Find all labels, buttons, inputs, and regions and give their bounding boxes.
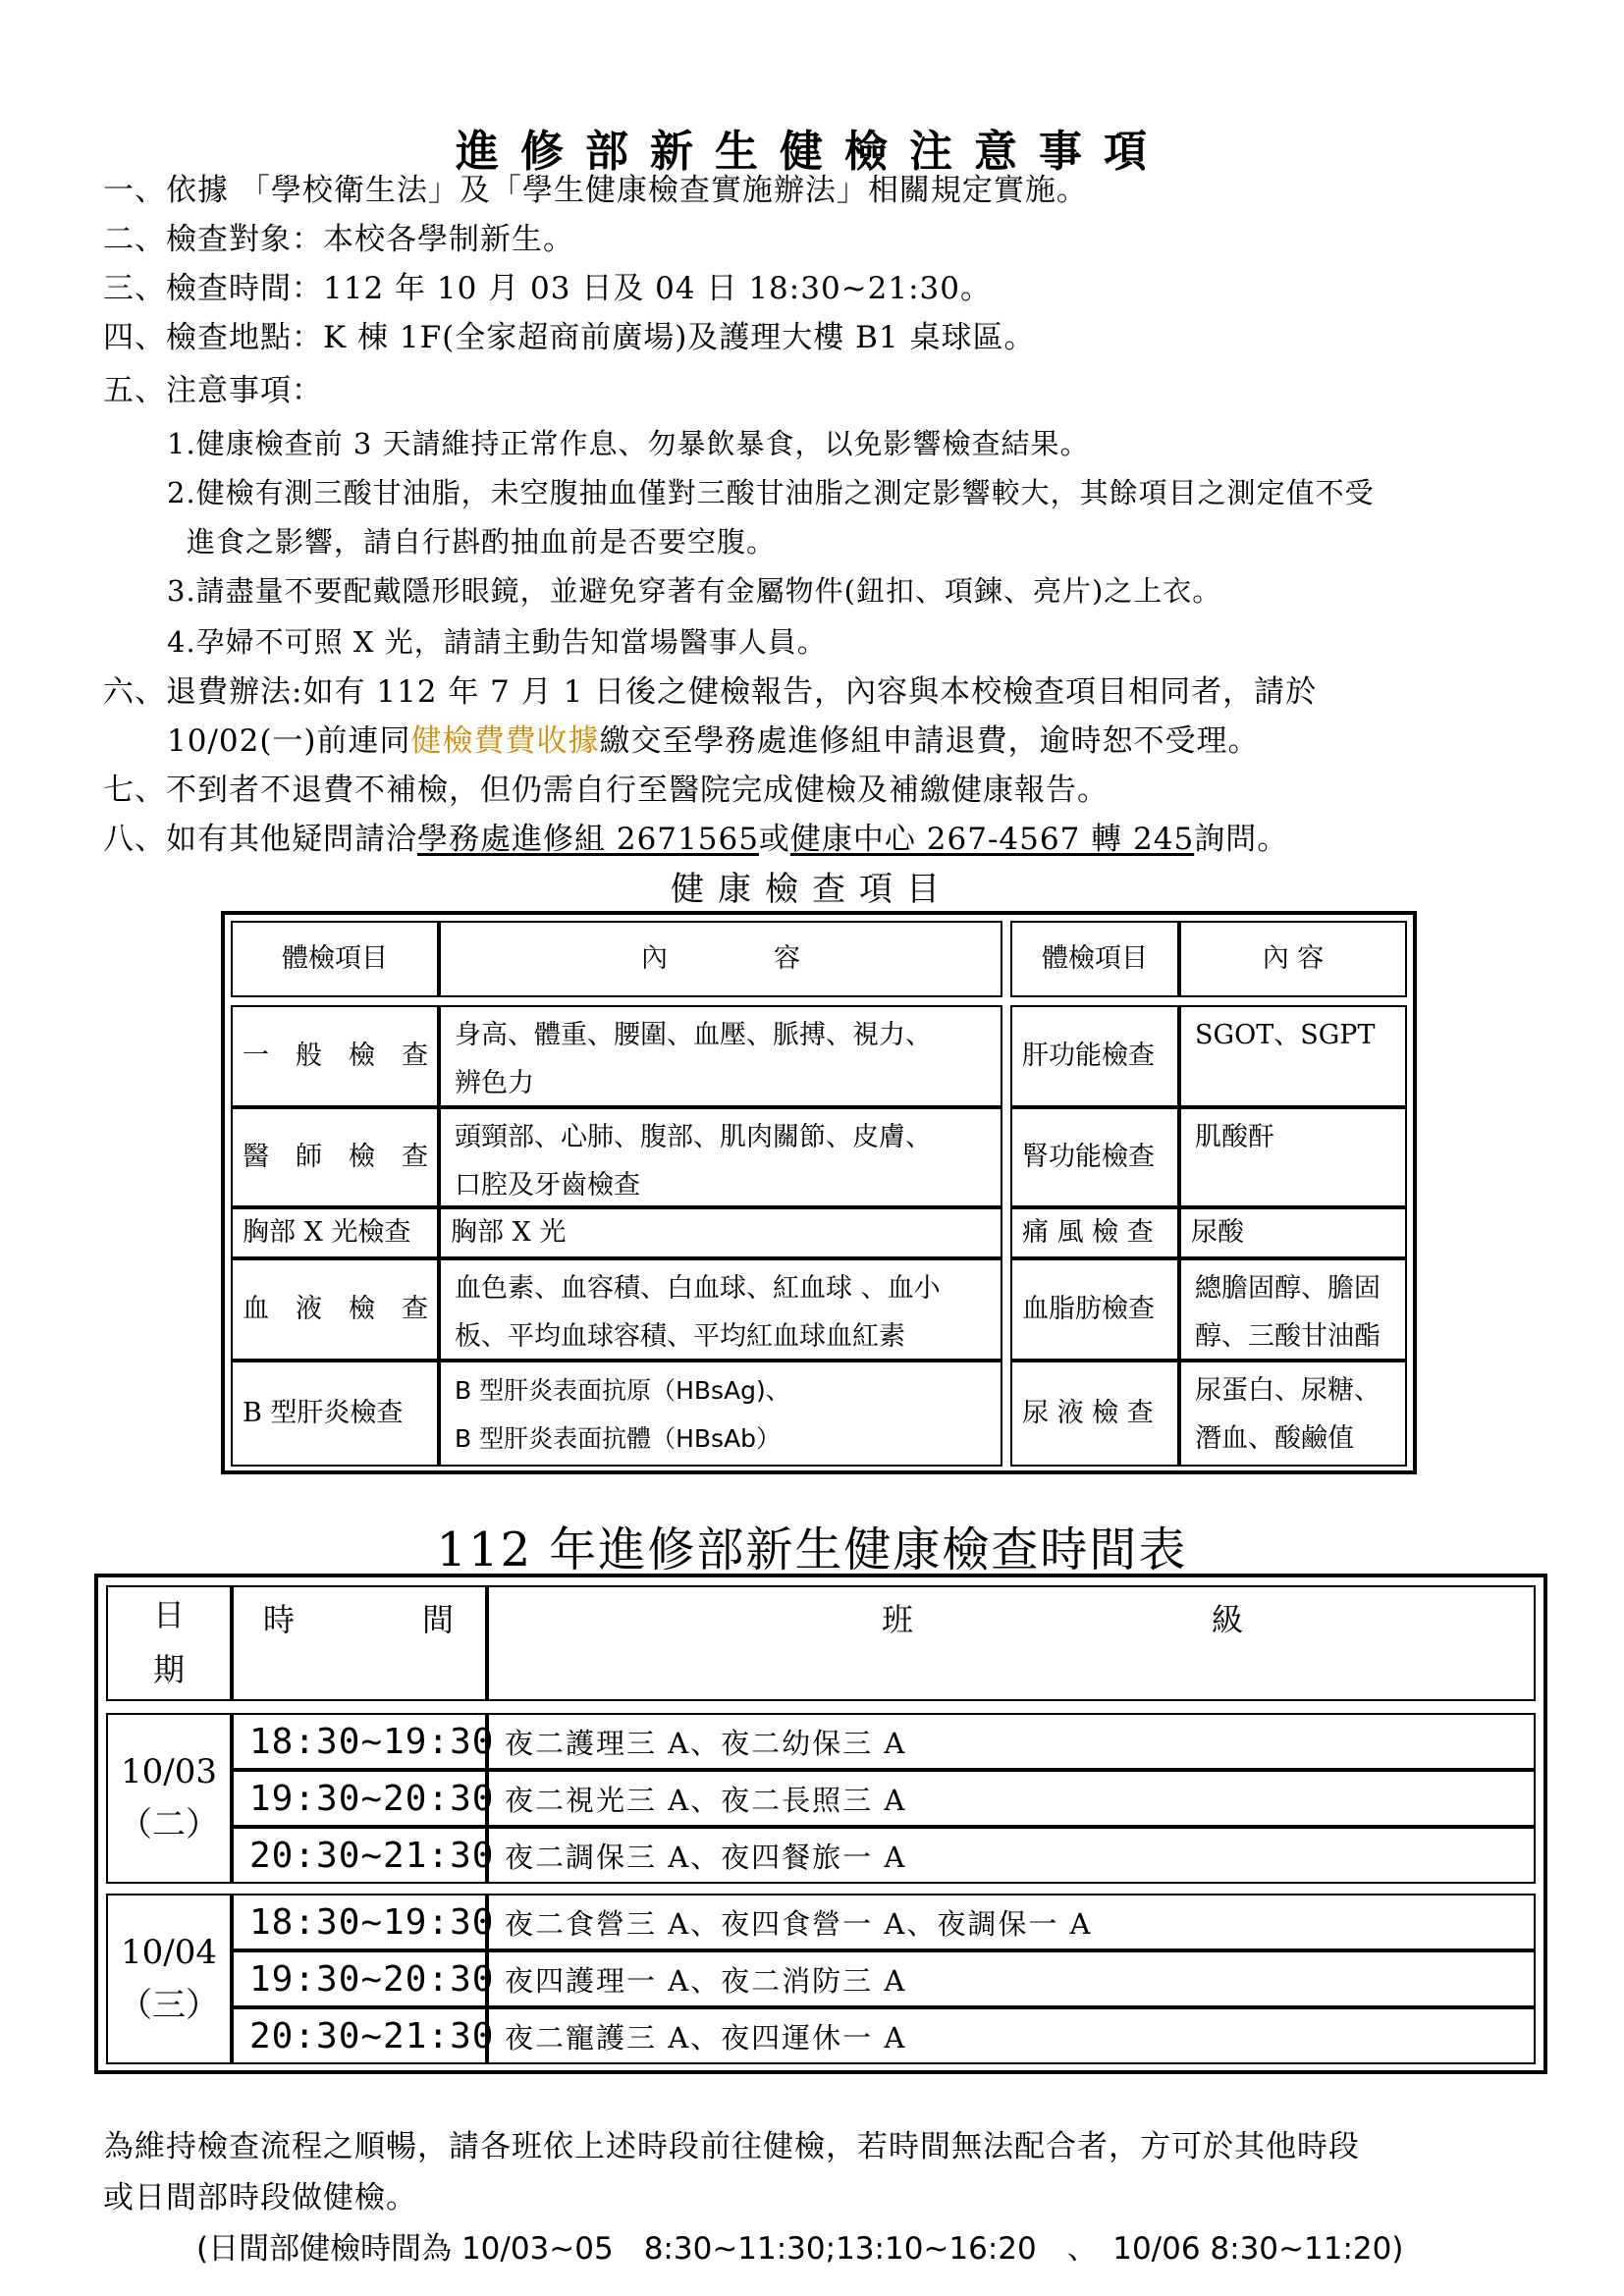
item-text: 檢查時間：112 年 10 月 03 日及 04 日 18:30~21:30。 <box>166 271 992 306</box>
item-text: 檢查地點：K 棟 1F(全家超商前廣場)及護理大樓 B1 桌球區。 <box>166 320 1036 355</box>
slot-classes: 夜四護理一 A、夜二消防三 A <box>487 1950 1536 2007</box>
weekday-text: （三） <box>119 1986 219 2025</box>
header-class <box>487 1585 1536 1701</box>
item-number: 五、 <box>103 373 166 408</box>
row-content-2 <box>1179 1107 1407 1207</box>
row-item-2: 腎功能檢查 <box>1010 1107 1179 1207</box>
slot-time: 20:30~21:30 <box>232 2007 487 2064</box>
content-line: 身高、體重、腰圍、血壓、脈搏、視力、 <box>455 1020 932 1050</box>
slot-classes: 夜二視光三 A、夜二長照三 A <box>487 1770 1536 1827</box>
content-line: 總膽固醇、膽固 <box>1195 1273 1380 1304</box>
row-content-2: 尿酸 <box>1179 1207 1407 1258</box>
slot-classes: 夜二食營三 A、夜四食營一 A、夜調保一 A <box>487 1894 1536 1950</box>
item-text: 檢查對象：本校各學制新生。 <box>166 222 574 257</box>
header-date-char: 期 <box>152 1651 185 1688</box>
day-division-times: (日間部健檢時間為 10/03~05 8:30~11:30;13:10~16:20 、 10/06 8:30~11:20) <box>196 2231 1404 2267</box>
content-line: 肌酸酐 <box>1195 1122 1274 1152</box>
row-item-2: 肝功能檢查 <box>1010 1005 1179 1107</box>
note-2-cont: 進食之影響，請自行斟酌抽血前是否要空腹。 <box>187 525 777 559</box>
date-text: 10/04 <box>121 1933 217 1972</box>
content-line: 潛血、酸鹼值 <box>1195 1423 1354 1454</box>
slot-classes: 夜二護理三 A、夜二幼保三 A <box>487 1713 1536 1770</box>
item-1 <box>103 169 1088 212</box>
refund-text-end: 繳交至學務處進修組申請退費，逾時恕不受理。 <box>599 723 1260 759</box>
content-line: 尿蛋白、尿糖、 <box>1195 1375 1380 1406</box>
health-items-table <box>221 911 1417 1474</box>
header-date-char: 日 <box>152 1596 185 1633</box>
content-line: 醇、三酸甘油酯 <box>1195 1321 1380 1352</box>
row-content-2 <box>1179 1361 1407 1467</box>
health-center-contact: 健康中心 267-4567 轉 245 <box>789 822 1195 857</box>
item-text: 依據 「學校衛生法」及「學生健康檢查實施辦法」相關規定實施。 <box>166 173 1088 208</box>
row-item: 胸部 X 光檢查 <box>231 1207 439 1258</box>
row-content-2 <box>1179 1005 1407 1107</box>
row-content <box>439 1107 1002 1207</box>
row-item: 血 液 檢 查 <box>231 1258 439 1361</box>
content-line: B 型肝炎表面抗原（HBsAg)、 <box>455 1376 790 1405</box>
row-item: 一 般 檢 查 <box>231 1005 439 1107</box>
slot-time: 18:30~19:30 <box>232 1894 487 1950</box>
slot-time: 19:30~20:30 <box>232 1950 487 2007</box>
page-title: 進修部新生健檢注意事項 <box>456 127 1168 177</box>
row-item-2: 尿 液 檢 查 <box>1010 1361 1179 1467</box>
header-time-char: 間 <box>422 1601 455 1638</box>
item-6-cont <box>167 720 1260 763</box>
footer-note: 為維持檢查流程之順暢，請各班依上述時段前往健檢，若時間無法配合者，方可於其他時段 <box>103 2129 1360 2164</box>
slot-time: 19:30~20:30 <box>232 1770 487 1827</box>
slot-time: 20:30~21:30 <box>232 1827 487 1884</box>
header-content: 內 容 <box>439 921 1002 997</box>
footer-note-cont: 或日間部時段做健檢。 <box>103 2180 417 2216</box>
refund-text: 10/02(一)前連同 <box>167 723 411 759</box>
student-affairs-contact: 學務處進修組 2671565 <box>417 822 759 857</box>
item-3 <box>103 267 992 310</box>
row-item: 醫 師 檢 查 <box>231 1107 439 1207</box>
note-1: 1.健康檢查前 3 天請維持正常作息、勿暴飲暴食，以免影響檢查結果。 <box>167 427 1090 460</box>
content-line: B 型肝炎表面抗體（HBsAb） <box>455 1424 782 1453</box>
health-table-title: 健康檢查項目 <box>671 870 953 909</box>
row-content <box>439 1361 1002 1467</box>
header-class-char: 班 <box>882 1601 914 1638</box>
content-line: 頭頸部、心肺、腹部、肌肉關節、皮膚、 <box>455 1122 932 1152</box>
date-text: 10/03 <box>121 1752 217 1791</box>
item-number: 三、 <box>103 271 166 306</box>
item-8 <box>103 818 1288 861</box>
header-item-2: 體檢項目 <box>1010 921 1179 997</box>
slot-classes: 夜二寵護三 A、夜四運休一 A <box>487 2007 1536 2064</box>
row-content-2 <box>1179 1258 1407 1361</box>
contact-end: 詢問。 <box>1194 822 1289 857</box>
content-line: 板、平均血球容積、平均紅血球血紅素 <box>455 1321 905 1352</box>
item-number: 一、 <box>103 173 166 208</box>
note-2: 2.健檢有測三酸甘油脂，未空腹抽血僅對三酸甘油脂之測定影響較大，其餘項目之測定值不受 <box>167 476 1375 509</box>
item-5 <box>103 369 323 412</box>
slot-time: 18:30~19:30 <box>232 1713 487 1770</box>
header-class-char: 級 <box>1212 1601 1244 1638</box>
slot-classes: 夜二調保三 A、夜四餐旅一 A <box>487 1827 1536 1884</box>
schedule-title: 112 年進修部新生健康檢查時間表 <box>436 1522 1188 1577</box>
row-item: B 型肝炎檢查 <box>231 1361 439 1467</box>
schedule-table <box>94 1574 1547 2074</box>
content-line: 血色素、血容積、白血球、紅血球 、血小 <box>455 1273 941 1304</box>
header-content-2: 內 容 <box>1179 921 1407 997</box>
row-content <box>439 1258 1002 1361</box>
content-line: 辨色力 <box>455 1068 534 1098</box>
note-4: 4.孕婦不可照 X 光，請請主動告知當場醫事人員。 <box>167 625 827 659</box>
item-number: 四、 <box>103 320 166 355</box>
header-date <box>106 1585 232 1701</box>
header-time <box>232 1585 487 1701</box>
item-6: 六、退費辦法:如有 112 年 7 月 1 日後之健檢報告，內容與本校檢查項目相同者，請於 <box>103 674 1318 710</box>
note-3: 3.請盡量不要配戴隱形眼鏡，並避免穿著有金屬物件(鈕扣、項鍊、亮片)之上衣。 <box>167 574 1222 608</box>
row-content <box>439 1005 1002 1107</box>
item-text: 注意事項： <box>166 373 323 408</box>
content-line: 口腔及牙齒檢查 <box>455 1170 640 1201</box>
item-number: 二、 <box>103 222 166 257</box>
weekday-text: （二） <box>119 1805 219 1844</box>
contact-text: 八、如有其他疑問請洽 <box>103 822 417 857</box>
item-4 <box>103 316 1036 359</box>
header-time-char: 時 <box>263 1601 296 1638</box>
item-7: 七、不到者不退費不補檢，但仍需自行至醫院完成健檢及補繳健康報告。 <box>103 773 1109 808</box>
row-content: 胸部 X 光 <box>439 1207 1002 1258</box>
day-date <box>106 1713 232 1884</box>
row-item-2: 血脂肪檢查 <box>1010 1258 1179 1361</box>
day-date <box>106 1894 232 2064</box>
item-2 <box>103 218 574 261</box>
row-item-2: 痛 風 檢 查 <box>1010 1207 1179 1258</box>
contact-or: 或 <box>758 822 790 857</box>
header-item: 體檢項目 <box>231 921 439 997</box>
content-line: SGOT、SGPT <box>1195 1020 1376 1050</box>
receipt-highlight: 健檢費費收據 <box>410 723 600 759</box>
